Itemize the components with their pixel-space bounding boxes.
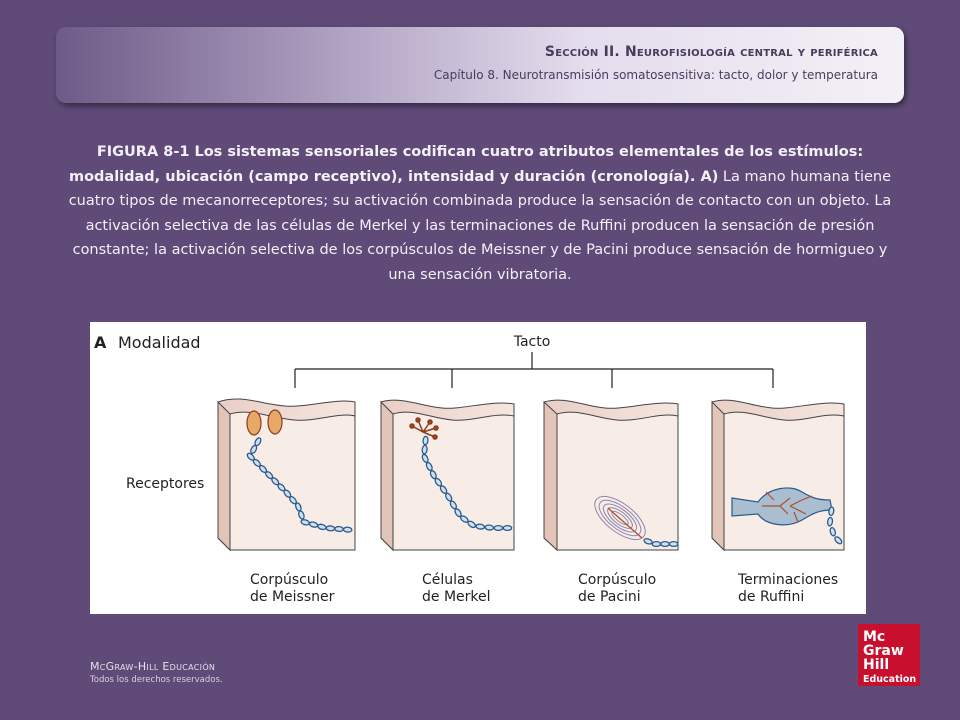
fiber-bead	[827, 517, 833, 526]
receptor-label-pacini-line1: Corpúsculo	[578, 572, 657, 588]
logo-line4: Education	[863, 674, 917, 685]
fiber-bead	[335, 526, 344, 531]
section-title: Sección II. Neurofisiología central y periférica	[544, 44, 878, 60]
footer-rights: Todos los derechos reservados.	[90, 675, 223, 685]
receptor-label-merkel	[422, 572, 491, 605]
figure-panel	[90, 322, 866, 614]
fiber-bead	[422, 445, 428, 454]
caption-bold: FIGURA 8-1 Los sistemas sensoriales codifican cuatro atributos elementales de los estímulos: modalidad, ubicación (campo receptivo), intensidad y duración (cronología). A)	[68, 144, 864, 185]
receptor-diagram	[90, 322, 866, 614]
skin-block-pacini	[544, 400, 678, 550]
receptor-label-pacini	[578, 572, 656, 605]
receptor-label-ruffini	[737, 572, 838, 605]
fiber-bead	[326, 526, 335, 531]
fiber-bead	[503, 526, 511, 531]
receptor-label-meissner	[250, 572, 335, 605]
fiber-bead	[669, 542, 677, 547]
fiber-bead	[828, 507, 834, 516]
fiber-bead	[423, 436, 429, 445]
fiber-bead	[343, 527, 352, 532]
fiber-bead	[476, 524, 485, 530]
tree-connector	[295, 352, 773, 388]
fiber-bead	[485, 525, 494, 531]
fiber-bead	[494, 526, 502, 531]
footer-brand: McGraw-Hill Educación	[90, 660, 216, 673]
receptor-label-merkel-line1: Células	[422, 572, 473, 588]
fiber-bead	[661, 542, 669, 547]
section-header	[56, 27, 904, 103]
root-label: Tacto	[513, 334, 551, 350]
logo-line2: Graw	[863, 643, 904, 659]
panel-letter: A	[94, 333, 107, 352]
figure-caption	[60, 140, 900, 287]
logo-line3: Hill	[863, 657, 890, 673]
receptor-label-merkel-line2: de Merkel	[422, 589, 491, 605]
receptor-label-pacini-line2: de Pacini	[578, 589, 641, 605]
fiber-bead	[652, 542, 660, 547]
receptor-label-ruffini-line2: de Ruffini	[738, 589, 805, 605]
receptor-label-meissner-line2: de Meissner	[250, 589, 335, 605]
caption-body: La mano humana tiene cuatro tipos de mecanorreceptores; su activación combinada produce la sensación de contacto con un objeto. La activación selectiva de las células de Merkel y las terminaciones de Ruffini producen la sensación de presión constante; la activación selectiva de los corpúsculos de Meissner y de Pacini produce sensación de hormigueo y una sensación vibratoria.	[68, 168, 892, 283]
row-label: Receptores	[126, 476, 205, 492]
logo-line1: Mc	[863, 629, 886, 645]
skin-block-ruffini	[712, 400, 844, 550]
receptor-label-ruffini-line1: Terminaciones	[738, 572, 839, 588]
chapter-title: Capítulo 8. Neurotransmisión somatosensitiva: tacto, dolor y temperatura	[433, 68, 878, 82]
receptor-label-meissner-line1: Corpúsculo	[250, 572, 329, 588]
panel-title: Modalidad	[118, 333, 201, 352]
mcgraw-hill-logo	[858, 624, 920, 686]
